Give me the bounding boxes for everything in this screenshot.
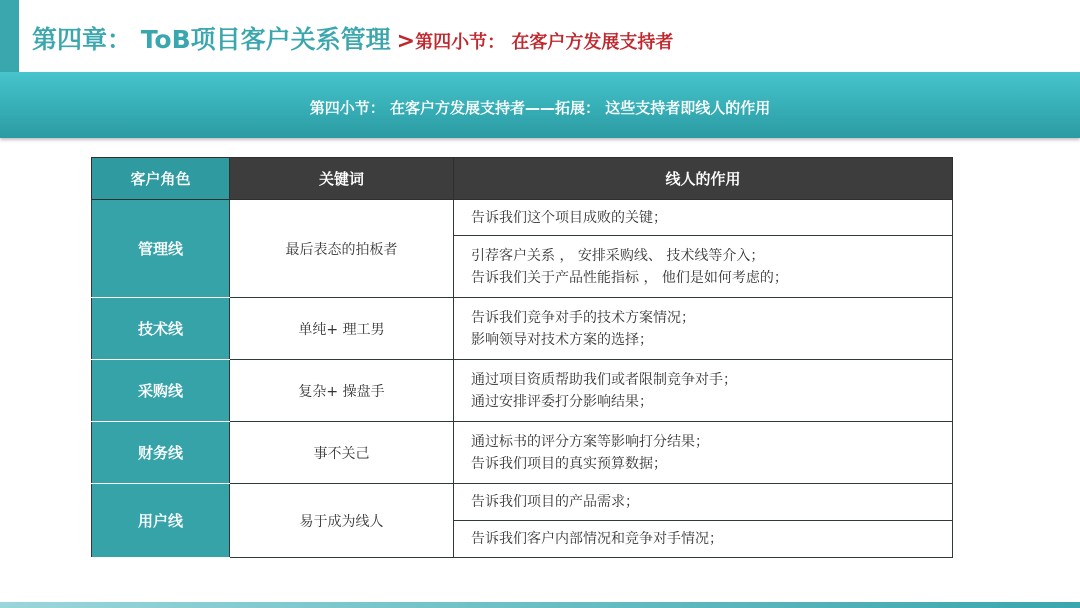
function-cell: [454, 298, 953, 360]
function-line: 通过安排评委打分影响结果；: [471, 393, 653, 410]
table-row: [92, 484, 953, 521]
function-line: 告诉我们项目的产品需求；: [471, 494, 639, 510]
table-row: [92, 360, 953, 422]
column-header-role: 客户角色: [92, 158, 230, 200]
table-header-row: [92, 158, 953, 200]
title-accent-bar: [0, 0, 19, 72]
section-banner: [0, 72, 1080, 138]
keyword-cell: 复杂+ 操盘手: [230, 360, 454, 422]
informant-role-table: [91, 157, 953, 558]
role-cell: 技术线: [92, 298, 230, 360]
role-cell: 用户线: [92, 484, 230, 558]
keyword-cell: 单纯+ 理工男: [230, 298, 454, 360]
role-cell: 财务线: [92, 422, 230, 484]
keyword-cell: 易于成为线人: [230, 484, 454, 558]
function-cell: [454, 236, 953, 298]
function-cell: [454, 360, 953, 422]
table-row: [92, 422, 953, 484]
function-cell: [454, 521, 953, 558]
page-title: [32, 20, 673, 60]
function-line: 通过项目资质帮助我们或者限制竞争对手；: [471, 371, 737, 388]
function-line: 告诉我们这个项目成败的关键；: [471, 209, 667, 226]
function-line: 影响领导对技术方案的选择；: [471, 331, 653, 348]
chapter-title: 第四章： ToB项目客户关系管理: [32, 25, 391, 54]
keyword-cell: 最后表态的拍板者: [230, 200, 454, 298]
footer-bar: [0, 602, 1080, 608]
keyword-cell: 事不关己: [230, 422, 454, 484]
column-header-keyword: 关键词: [230, 158, 454, 200]
function-line: 通过标书的评分方案等影响打分结果；: [471, 433, 709, 450]
banner-text: 第四小节： 在客户方发展支持者——拓展： 这些支持者即线人的作用: [309, 99, 771, 117]
function-line: 告诉我们竞争对手的技术方案情况；: [471, 309, 695, 326]
function-cell: [454, 200, 953, 236]
role-cell: 管理线: [92, 200, 230, 298]
column-header-function: 线人的作用: [454, 158, 953, 200]
function-line: 告诉我们项目的真实预算数据；: [471, 455, 667, 472]
function-line: 告诉我们关于产品性能指标 ， 他们是如何考虑的；: [471, 269, 788, 286]
function-cell: [454, 422, 953, 484]
section-title: 第四小节： 在客户方发展支持者: [415, 32, 674, 53]
role-cell: 采购线: [92, 360, 230, 422]
table-row: [92, 200, 953, 236]
function-line: 告诉我们客户内部情况和竞争对手情况；: [471, 531, 723, 547]
title-separator: >: [396, 29, 416, 54]
function-line: 引荐客户关系 ， 安排采购线、 技术线等介入；: [471, 247, 765, 264]
table-row: [92, 298, 953, 360]
function-cell: [454, 484, 953, 521]
